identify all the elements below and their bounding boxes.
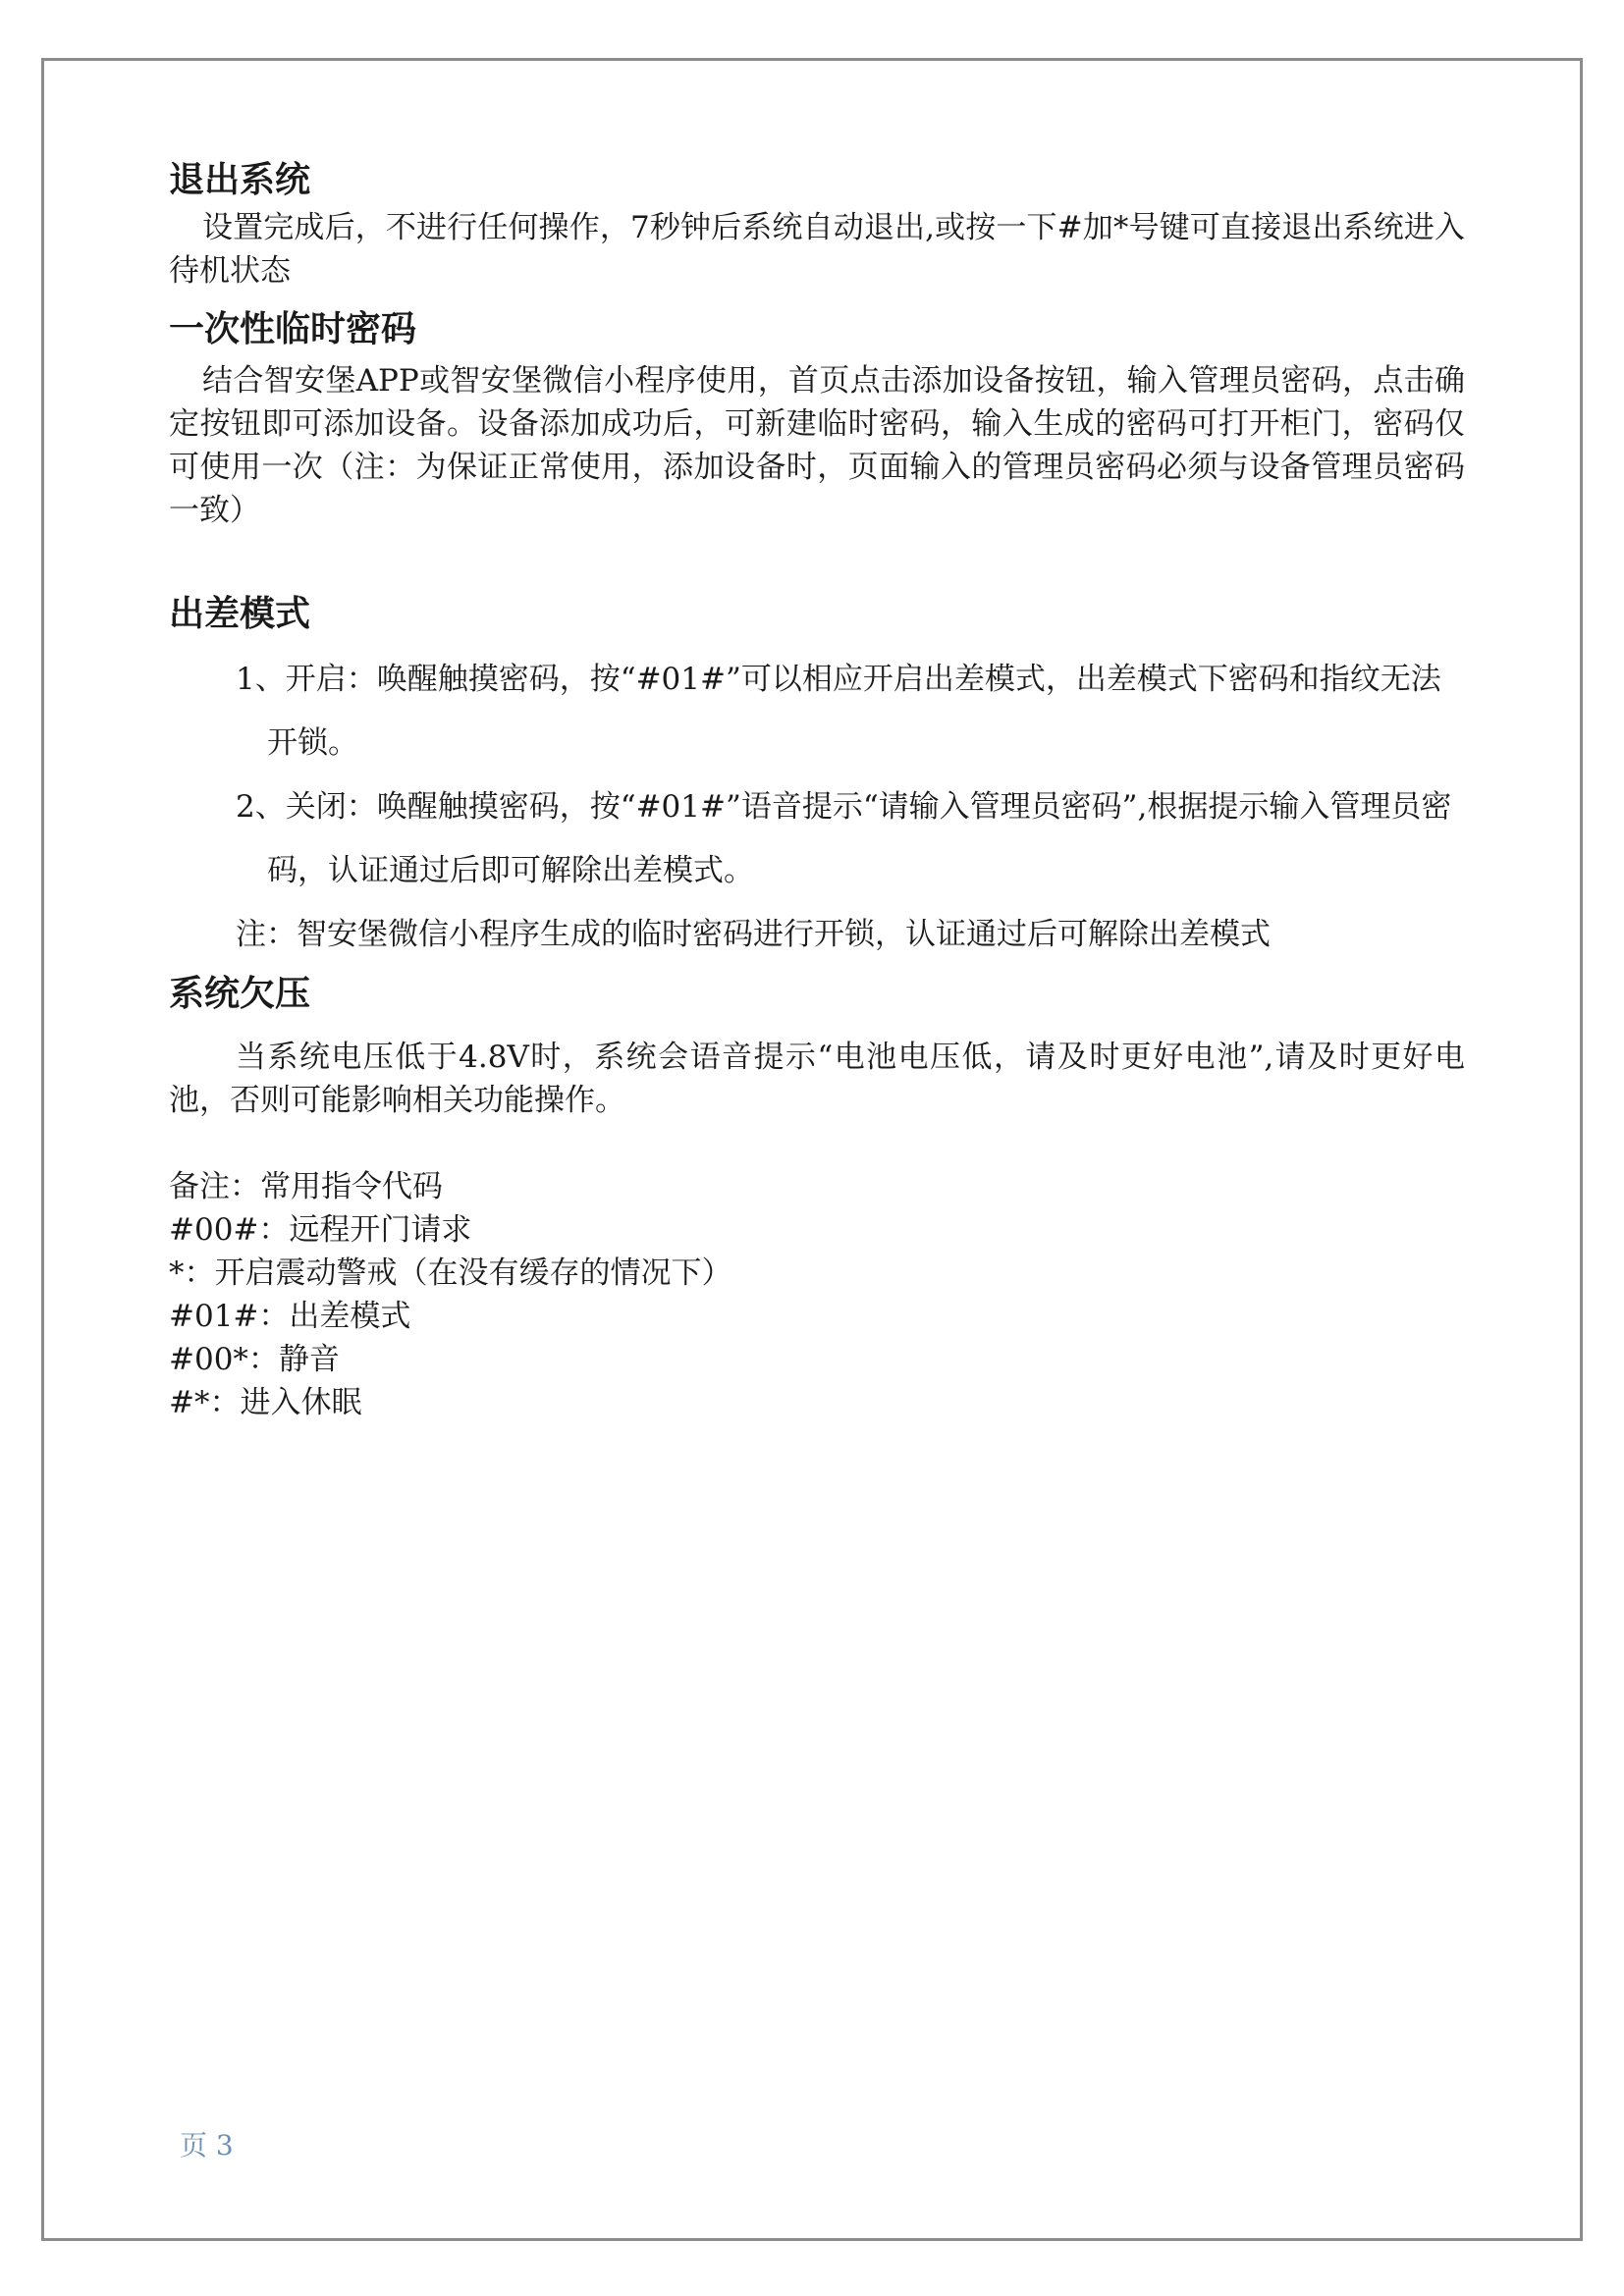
command-code-item: #00#：远程开门请求: [169, 1212, 472, 1248]
command-code-item: #01#：出差模式: [169, 1299, 411, 1334]
travel-mode-note: 注：智安堡微信小程序生成的临时密码进行开锁，认证通过后可解除出差模式: [236, 917, 1271, 952]
command-code-item: #*：进入休眠: [169, 1385, 362, 1420]
command-code-item: #00*：静音: [169, 1342, 340, 1377]
travel-mode-item-enable: 1、开启：唤醒触摸密码，按“#01#”可以相应开启出差模式，出差模式下密码和指纹无法开锁。: [236, 662, 1441, 761]
command-code-item: *：开启震动警戒（在没有缓存的情况下）: [169, 1255, 732, 1291]
command-code-header: 备注：常用指令代码: [169, 1169, 443, 1204]
section-body-low-voltage: 当系统电压低于4.8V时，系统会语音提示“电池电压低，请及时更好电池”,请及时更好电池，否则可能影响相关功能操作。: [169, 1040, 1465, 1118]
document-body: [169, 147, 1465, 1424]
section-body-temp-password: 结合智安堡APP或智安堡微信小程序使用，首页点击添加设备按钮，输入管理员密码，点击确定按钮即可添加设备。设备添加成功后，可新建临时密码，输入生成的密码可打开柜门，密码仅可使用一次（注：为保证正常使用，添加设备时，页面输入的管理员密码必须与设备管理员密码一致）: [169, 363, 1465, 528]
command-code-list: [169, 1165, 1465, 1424]
section-body-exit-system: 设置完成后，不进行任何操作，7秒钟后系统自动退出,或按一下#加*号键可直接退出系统进入待机状态: [169, 210, 1465, 289]
page-number: 页 3: [180, 2129, 234, 2162]
travel-mode-item-disable: 2、关闭：唤醒触摸密码，按“#01#”语音提示“请输入管理员密码”,根据提示输入管理员密码，认证通过后即可解除出差模式。: [236, 789, 1452, 888]
section-title-travel-mode: 出差模式: [169, 594, 311, 634]
section-title-exit-system: 退出系统: [169, 160, 311, 200]
section-title-temp-password: 一次性临时密码: [169, 309, 417, 349]
section-title-low-voltage: 系统欠压: [169, 974, 311, 1014]
